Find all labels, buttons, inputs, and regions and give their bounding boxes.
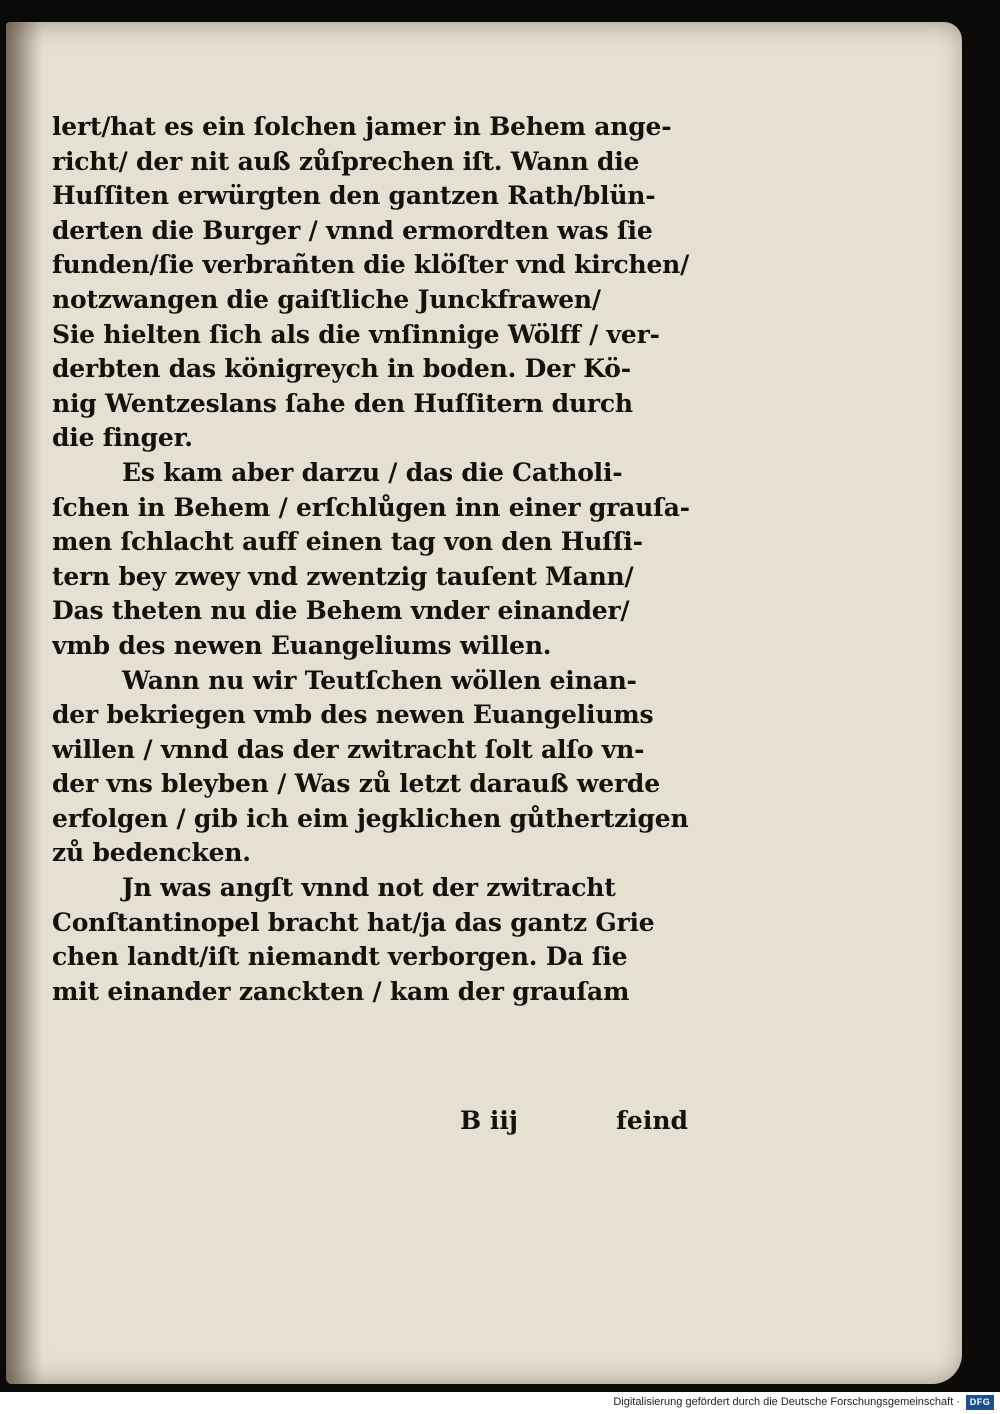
text-line: zů bedencken. — [52, 838, 251, 868]
text-line: chen landt/iſt niemandt verborgen. Da ſie — [52, 942, 628, 972]
text-line: nig Wentzeslans ſahe den Huſſitern durch — [52, 388, 633, 418]
catchline — [52, 1106, 688, 1140]
text-line: derten die Burger / vnnd ermordten was ſie — [52, 215, 653, 245]
dfg-logo-icon: DFG — [966, 1395, 994, 1410]
text-line: Es kam aber darzu / das die Catholi- — [122, 457, 623, 487]
text-line: derbten das königreych in boden. Der Kö- — [52, 354, 631, 384]
text-line: Wann nu wir Teutſchen wöllen einan- — [122, 665, 637, 695]
catchword: feind — [616, 1106, 688, 1135]
text-line: ſchen in Behem / erſchlůgen inn einer grauſa- — [52, 492, 690, 522]
text-line: Jn was angſt vnnd not der zwitracht — [122, 873, 616, 903]
funding-credit: Digitalisierung gefördert durch die Deutsche Forschungsgemeinschaft · — [613, 1396, 960, 1408]
text-line: men ſchlacht auff einen tag von den Huſſi- — [52, 527, 643, 557]
text-line: willen / vnnd das der zwitracht ſolt alſo vn- — [52, 734, 645, 764]
text-line: Huſſiten erwürgten den gantzen Rath/blün- — [52, 181, 656, 211]
text-line: richt/ der nit auß zůſprechen iſt. Wann die — [52, 146, 640, 176]
text-line: tern bey zwey vnd zwentzig tauſent Mann/ — [52, 561, 634, 591]
text-line: lert/hat es ein ſolchen jamer in Behem ange- — [52, 112, 672, 141]
text-line: Sie hielten ſich als die vnſinnige Wölff / ver- — [52, 319, 660, 349]
text-line: Conſtantinopel bracht hat/ja das gantz Grie — [52, 907, 655, 937]
text-line: funden/ſie verbrañten die klöſter vnd kirchen/ — [52, 250, 690, 280]
text-line: der bekriegen vmb des newen Euangeliums — [52, 700, 654, 730]
signature-mark: B iij — [460, 1106, 518, 1135]
text-line: vmb des newen Euangeliums willen. — [52, 630, 552, 660]
footer-bar — [0, 1392, 1000, 1414]
page-text — [52, 110, 702, 1009]
text-line: die finger. — [52, 423, 193, 453]
text-line: mit einander zanckten / kam der grauſam — [52, 976, 630, 1006]
text-line: Das theten nu die Behem vnder einander/ — [52, 596, 630, 626]
text-line: notzwangen die gaiſtliche Junckfrawen/ — [52, 284, 601, 314]
book-page — [6, 22, 962, 1384]
text-line: erfolgen / gib ich eim jegklichen gůthertzigen — [52, 803, 689, 833]
gutter-shadow — [6, 22, 42, 1384]
text-line: der vns bleyben / Was zů letzt darauß werde — [52, 769, 660, 799]
